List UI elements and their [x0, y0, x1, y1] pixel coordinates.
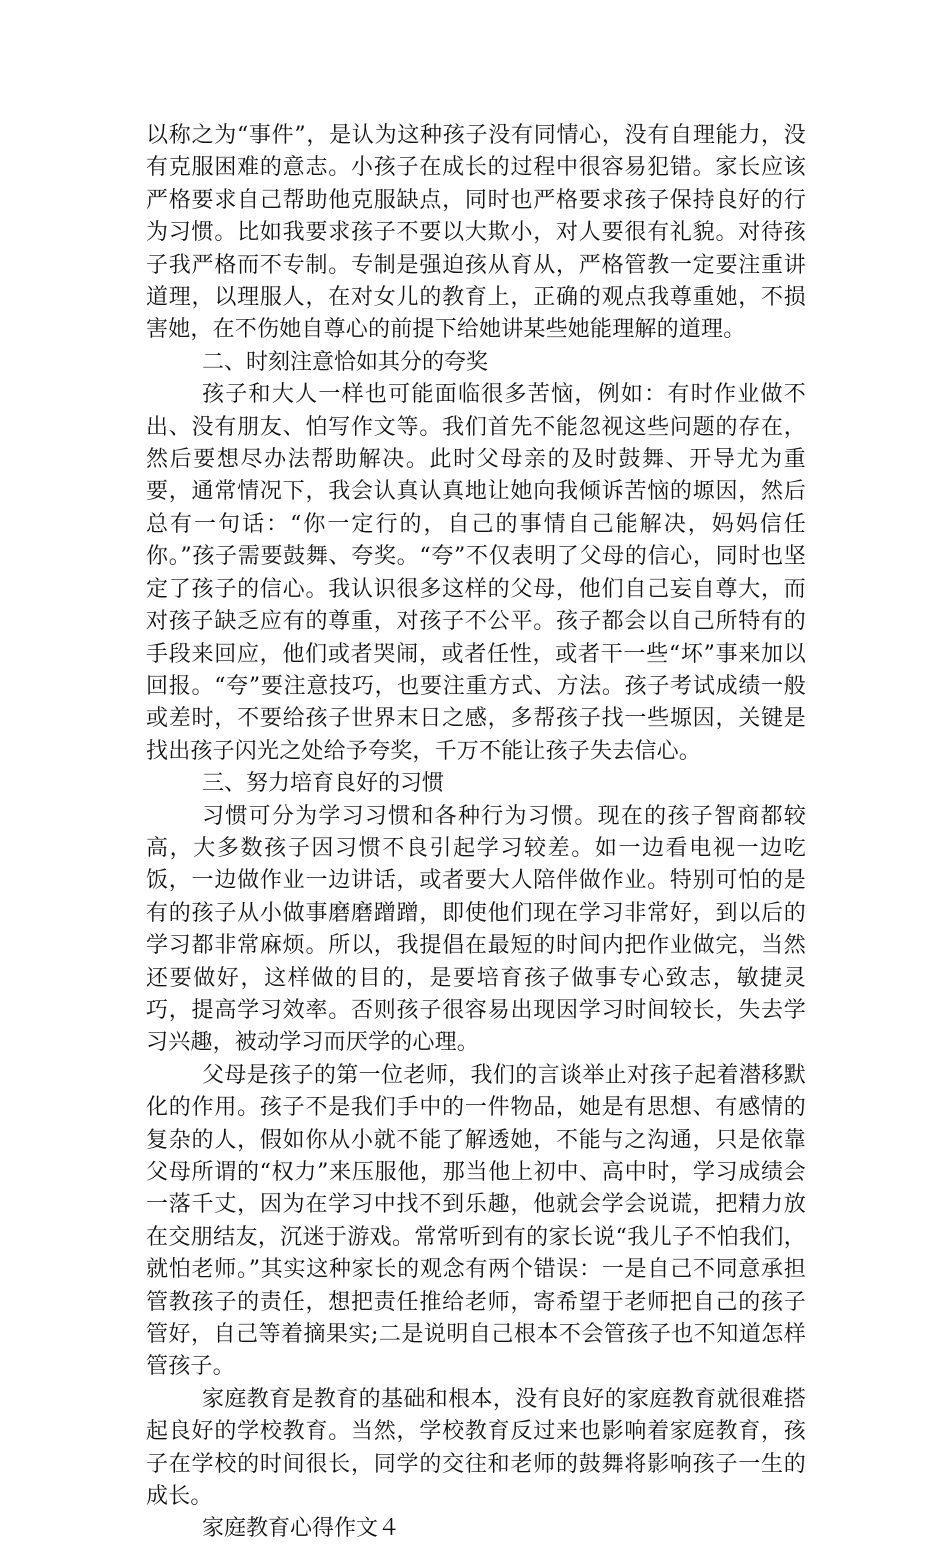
document-page [146, 120, 806, 1546]
paragraph-discipline: 以称之为“事件”，是认为这种孩子没有同情心，没有自理能力，没有克服困难的意志。小孩子在成长的过程中很容易犯错。家长应该严格要求自己帮助他克服缺点，同时也严格要求孩子保持良好的行为习惯。比如我要求孩子不要以大欺小，对人要很有礼貌。对待孩子我严格而不专制。专制是强迫孩从育从，严格管教一定要注重讲道理，以理服人，在对女儿的教育上，正确的观点我尊重她，不损害她，在不伤她自尊心的前提下给她讲某些她能理解的道理。 [146, 123, 806, 343]
section-heading-praise: 二、时刻注意恰如其分的夸奖 [202, 349, 489, 375]
paragraph-habits: 习惯可分为学习习惯和各种行为习惯。现在的孩子智商都较高，大多数孩子因习惯不良引起学习较差。如一边看电视一边吃饭，一边做作业一边讲话，或者要大人陪伴做作业。特别可怕的是有的孩子从小做事磨磨蹭蹭，即使他们现在学习非常好，到以后的学习都非常麻烦。所以，我提倡在最短的时间内把作业做完，当然还要做好，这样做的目的，是要培育孩子做事专心致志，敏捷灵巧，提高学习效率。否则孩子很容易出现因学习时间较长，失去学习兴趣，被动学习而厌学的心理。 [146, 803, 806, 1056]
paragraph-family-education-foundation: 家庭教育是教育的基础和根本，没有良好的家庭教育就很难搭起良好的学校教育。当然，学校教育反过来也影响着家庭教育，孩子在学校的时间很长，同学的交往和老师的鼓舞将影响孩子一生的成长。 [146, 1386, 806, 1510]
essay-title-4: 家庭教育心得作文４ [202, 1516, 401, 1542]
paragraph-praise: 孩子和大人一样也可能面临很多苦恼，例如：有时作业做不出、没有朋友、怕写作文等。我们首先不能忽视这些问题的存在，然后要想尽办法帮助解决。此时父母亲的及时鼓舞、开导尤为重要，通常情况下，我会认真认真地让她向我倾诉苦恼的塬因，然后总有一句话：“你一定行的，自己的事情自己能解决，妈妈信任你。”孩子需要鼓舞、夸奖。“夸”不仅表明了父母的信心，同时也坚定了孩子的信心。我认识很多这样的父母，他们自己妄自尊大，而对孩子缺乏应有的尊重，对孩子不公平。孩子都会以自己所特有的手段来回应，他们或者哭闹，或者任性，或者干一些“坏”事来加以回报。“夸”要注意技巧，也要注重方式、方法。孩子考试成绩一般或差时，不要给孩子世界末日之感，多帮孩子找一些塬因，关键是找出孩子闪光之处给予夸奖，千万不能让孩子失去信心。 [146, 382, 806, 764]
paragraph-parents-first-teacher: 父母是孩子的第一位老师，我们的言谈举止对孩子起着潜移默化的作用。孩子不是我们手中的一件物品，她是有思想、有感情的复杂的人，假如你从小就不能了解透她，不能与之沟通，只是依靠父母所谓的“权力”来压服他，那当他上初中、高中时，学习成绩会一落千丈，因为在学习中找不到乐趣，他就会学会说谎，把精力放在交朋结友，沉迷于游戏。常常听到有的家长说“我儿子不怕我们，就怕老师。”其实这种家长的观念有两个错误：一是自己不同意承担管教孩子的责任，想把责任推给老师，寄希望于老师把自己的孩子管好，自己等着摘果实;二是说明自己根本不会管孩子也不知道怎样管孩子。 [146, 1062, 806, 1380]
section-heading-habits: 三、努力培育良好的习惯 [202, 771, 445, 797]
